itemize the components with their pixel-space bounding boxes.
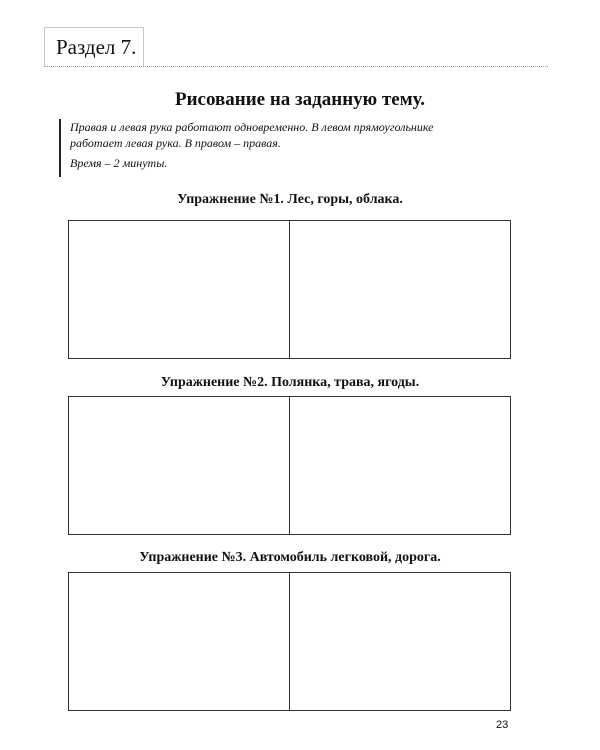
exercise-2-left-drawing-area[interactable] [69,397,289,534]
exercise-2-right-drawing-area[interactable] [289,397,510,534]
exercise-2-drawing-frame [68,396,511,535]
exercise-3-left-drawing-area[interactable] [69,573,289,710]
instructions-block [59,119,529,177]
page-title: Рисование на заданную тему. [174,89,425,110]
exercise-1-title: Упражнение №1. Лес, горы, облака. [177,192,403,207]
section-header-box [44,27,144,67]
exercise-3-drawing-frame [68,572,511,711]
instructions-time: Время – 2 минуты. [70,156,168,170]
exercise-1-right-drawing-area[interactable] [289,221,510,358]
page-number: 23 [496,719,509,731]
header-divider [44,66,548,67]
exercise-1-left-drawing-area[interactable] [69,221,289,358]
exercise-2-title: Упражнение №2. Полянка, трава, ягоды. [160,375,420,390]
exercise-3-title: Упражнение №3. Автомобиль легковой, дорога. [139,550,441,565]
exercise-3-right-drawing-area[interactable] [289,573,510,710]
section-label: Раздел 7. [56,35,137,59]
instructions-line-1: Правая и левая рука работают одновременно. В левом прямоугольнике [70,120,434,134]
exercise-1-drawing-frame [68,220,511,359]
instructions-line-2: работает левая рука. В правом – правая. [70,136,281,150]
